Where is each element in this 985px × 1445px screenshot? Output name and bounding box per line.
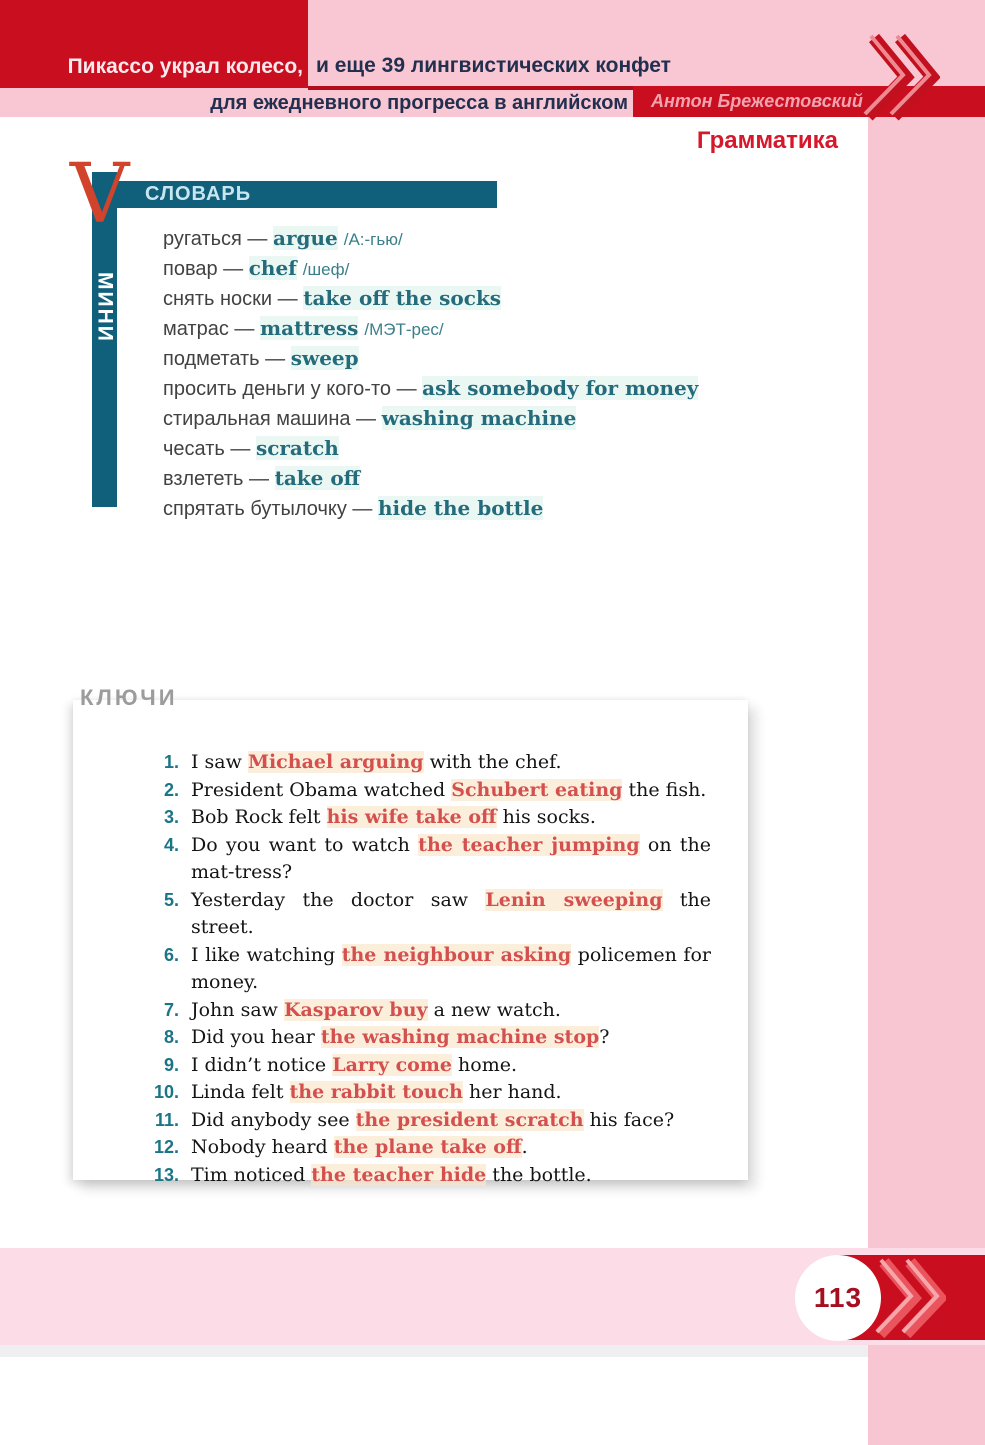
vocab-entry xyxy=(163,314,704,344)
vocab-ru: снять носки xyxy=(163,288,273,310)
key-item xyxy=(145,887,711,942)
key-number: 6. xyxy=(163,944,179,965)
keys-card xyxy=(73,700,748,1186)
key-number: 7. xyxy=(163,999,179,1020)
key-number: 10. xyxy=(153,1082,179,1102)
key-text: home. xyxy=(452,1053,518,1076)
key-text: I like watching xyxy=(191,943,342,966)
key-highlight: the neighbour asking xyxy=(341,943,572,966)
key-item xyxy=(145,1162,711,1190)
page-number-badge xyxy=(795,1255,881,1341)
key-item xyxy=(145,832,711,887)
chevron-double-right-icon xyxy=(860,32,940,122)
page-number: 113 xyxy=(813,1282,863,1313)
key-number: 2. xyxy=(163,779,179,800)
vocab-en: washing machine xyxy=(381,406,577,430)
key-highlight: the president scratch xyxy=(355,1108,584,1131)
right-pink-column xyxy=(868,0,985,1445)
key-text: his socks. xyxy=(496,806,596,828)
key-item xyxy=(145,804,711,832)
key-number: 1. xyxy=(163,752,179,772)
key-text: his face? xyxy=(583,1108,675,1131)
vocab-entry xyxy=(163,464,704,494)
vocab-entry xyxy=(163,254,704,284)
vocab-ru: ругаться xyxy=(163,228,242,250)
vocab-entry xyxy=(163,344,704,374)
vocab-en: mattress xyxy=(259,316,359,340)
key-item xyxy=(145,997,711,1025)
vocab-dash: — xyxy=(272,288,304,310)
key-highlight: the rabbit touch xyxy=(289,1081,463,1103)
section-title: Грамматика xyxy=(696,127,838,154)
vocab-en: take off xyxy=(274,466,361,490)
vocab-dash: — xyxy=(241,228,273,250)
vocab-dash: — xyxy=(228,318,260,340)
vocab-dash: — xyxy=(259,348,291,370)
key-text: the fish. xyxy=(622,778,707,801)
key-item xyxy=(145,777,711,805)
key-highlight: Michael arguing xyxy=(247,751,424,773)
key-text: policemen for money. xyxy=(191,943,711,993)
vocab-entries xyxy=(163,224,704,524)
vocab-ru: чесать xyxy=(163,438,225,460)
vocab-dash: — xyxy=(391,378,423,400)
key-number: 3. xyxy=(163,807,179,827)
key-item xyxy=(145,1079,711,1107)
key-item xyxy=(145,749,711,777)
key-number: 12. xyxy=(153,1137,179,1157)
key-highlight: the teacher jumping xyxy=(418,833,640,856)
key-number: 13. xyxy=(153,1164,179,1185)
key-number: 5. xyxy=(163,889,179,910)
book-title-rest: и еще 39 лингвистических конфет xyxy=(316,54,671,77)
vocab-ru: стиральная машина xyxy=(163,408,351,430)
vocab-ru: повар xyxy=(163,258,218,280)
chevron-double-right-icon xyxy=(872,1258,946,1338)
key-item xyxy=(145,1052,711,1080)
key-text: a new watch. xyxy=(427,998,561,1021)
key-item xyxy=(145,1024,711,1052)
key-text: I saw xyxy=(191,751,248,773)
vocab-header-bar xyxy=(117,181,497,208)
key-highlight: the washing machine stop xyxy=(320,1026,600,1048)
key-number: 8. xyxy=(163,1027,179,1047)
key-highlight: Larry come xyxy=(332,1053,452,1076)
vocab-ru: взлететь xyxy=(163,468,244,490)
vocab-en: scratch xyxy=(255,436,339,460)
vocab-ru: подметать xyxy=(163,348,260,370)
header-red-block xyxy=(0,0,308,88)
key-text: Linda felt xyxy=(191,1081,290,1103)
vocab-entry xyxy=(163,374,704,404)
vocab-entry xyxy=(163,284,704,314)
vocab-en: sweep xyxy=(290,346,359,370)
key-text: Tim noticed xyxy=(191,1163,312,1186)
key-text: ? xyxy=(599,1026,610,1048)
key-item xyxy=(145,1107,711,1135)
key-text: President Obama watched xyxy=(191,778,452,801)
keys-list xyxy=(145,749,711,1189)
vocab-en: ask somebody for money xyxy=(422,376,699,400)
vocab-entry xyxy=(163,224,704,254)
vocab-dash: — xyxy=(350,408,382,430)
keys-title: КЛЮЧИ xyxy=(80,685,178,710)
key-text: Do you want to watch xyxy=(191,833,419,856)
key-text: the street. xyxy=(191,888,711,938)
key-highlight: Schubert eating xyxy=(451,778,623,801)
footer-gray-strip xyxy=(0,1345,868,1357)
vocab-entry xyxy=(163,494,704,524)
vocab-en: argue xyxy=(272,226,338,250)
key-number: 9. xyxy=(163,1054,179,1075)
key-text: . xyxy=(521,1136,528,1158)
key-text: Yesterday the doctor saw xyxy=(191,888,486,911)
key-text: the bottle. xyxy=(486,1163,592,1186)
key-text: on the mat-tress? xyxy=(191,833,712,883)
key-text: with the chef. xyxy=(423,751,562,773)
vocab-dash: — xyxy=(217,258,249,280)
key-highlight: Kasparov buy xyxy=(283,998,428,1021)
author-name: Антон Брежестовский xyxy=(651,91,863,111)
key-text: John saw xyxy=(191,998,284,1021)
key-text: I didn’t notice xyxy=(191,1053,333,1076)
key-text: Nobody heard xyxy=(191,1136,334,1158)
vocab-title: СЛОВАРЬ xyxy=(145,183,252,205)
key-text: Bob Rock felt xyxy=(191,806,327,828)
vocab-en: chef xyxy=(248,256,297,280)
vocab-en: hide the bottle xyxy=(377,496,544,520)
vocab-entry xyxy=(163,404,704,434)
vocab-pron: /МЭТ-рес/ xyxy=(364,320,444,339)
vocab-pron: /шеф/ xyxy=(302,260,350,279)
key-number: 11. xyxy=(154,1109,179,1130)
vocab-dash: — xyxy=(346,498,378,520)
vocab-side-label: МИНИ xyxy=(93,271,117,343)
book-subtitle: для ежедневного прогресса в английском xyxy=(210,92,628,114)
key-highlight: Lenin sweeping xyxy=(485,888,663,911)
vocab-dash: — xyxy=(243,468,275,490)
key-highlight: the plane take off xyxy=(333,1136,522,1158)
vocab-ru: просить деньги у кого-то xyxy=(163,378,392,400)
key-highlight: the teacher hide xyxy=(311,1163,487,1186)
drop-cap-v: V xyxy=(70,147,130,242)
vocab-ru: спрятать бутылочку xyxy=(163,498,347,520)
vocab-dash: — xyxy=(224,438,256,460)
key-text: her hand. xyxy=(462,1081,562,1103)
key-text: Did you hear xyxy=(191,1026,321,1048)
key-item xyxy=(145,942,711,997)
vocab-entry xyxy=(163,434,704,464)
key-text: Did anybody see xyxy=(191,1108,356,1131)
book-title-accent: Пикассо украл колесо, xyxy=(67,55,303,78)
vocab-en: take off the socks xyxy=(303,286,502,310)
vocab-ru: матрас xyxy=(163,318,229,340)
key-number: 4. xyxy=(163,834,179,855)
key-item xyxy=(145,1134,711,1162)
vocab-pron: /А:-гью/ xyxy=(343,230,403,249)
key-highlight: his wife take off xyxy=(326,806,497,828)
